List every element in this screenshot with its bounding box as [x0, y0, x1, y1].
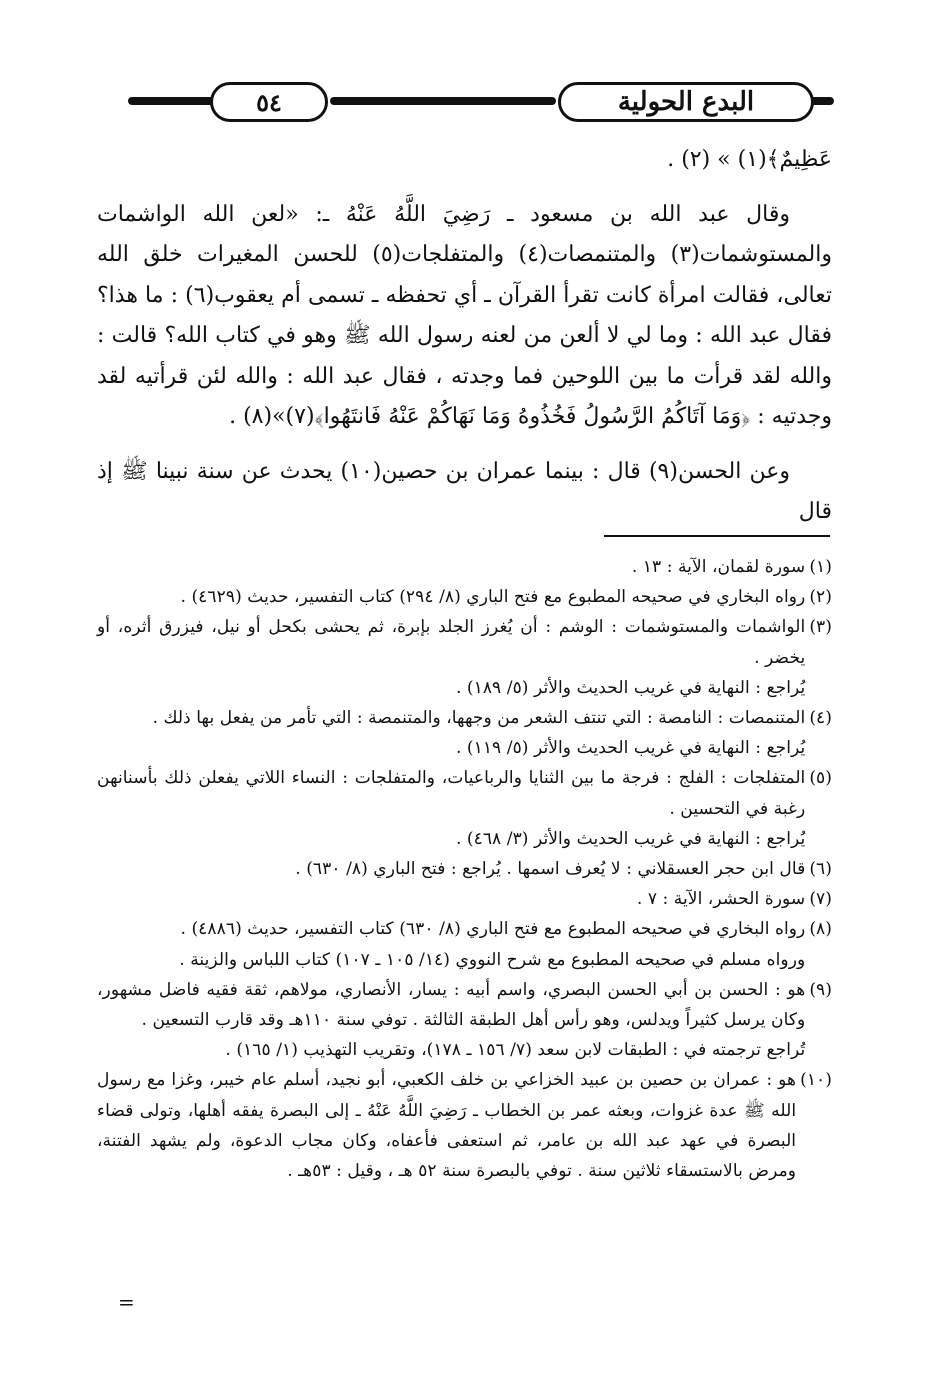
continuation-mark: =	[118, 1290, 135, 1314]
footnote-reference: يُراجع : النهاية في غريب الحديث والأثر (٣/ ٤٦٨) .	[455, 828, 806, 849]
footnote-5	[97, 763, 832, 854]
paragraph-1: عَظِيمٌ﴾(١) » (٢) .	[667, 147, 832, 172]
footnote-text: رواه البخاري في صحيحه المطبوع مع فتح الباري (٨/ ٢٩٤) كتاب التفسير، حديث (٤٦٢٩) .	[180, 587, 806, 608]
footnote-number: (٣)	[809, 617, 832, 638]
footnote-text: الواشمات والمستوشمات : الوشم : أن يُغرز الجلد بإبرة، ثم يحشى بكحل أو نيل، فيزرق أثره، أو يخضر .	[97, 617, 806, 668]
footnote-number: (٨)	[809, 919, 832, 940]
footnote-number: (٢)	[809, 587, 832, 608]
footnote-reference: يُراجع : النهاية في غريب الحديث والأثر (٥/ ١٨٩) .	[455, 677, 806, 698]
footnote-separator	[604, 535, 830, 537]
footnote-number: (١٠)	[800, 1070, 832, 1091]
footnote-3	[97, 612, 832, 703]
footnote-text: هو : الحسن بن أبي الحسن البصري، واسم أبيه : يسار، الأنصاري، مولاهم، ثقة فقيه فاضل مشهور، وكان يرسل كثيراً ويدلس، وهو رأس أهل الطبقة الثالثة . توفي سنة ١١٠هـ وقد قارب التسعين .	[97, 979, 806, 1031]
paragraph-3: وعن الحسن(٩) قال : بينما عمران بن حصين(١٠) يحدث عن سنة نبينا ﷺ إذ قال	[97, 458, 832, 524]
paragraph-2: وقال عبد الله بن مسعود ـ رَضِيَ اللَّهُ عَنْهُ ـ: «لعن الله الواشمات والمستوشمات(٣) والمتنمصات(٤) والمتفلجات(٥) للحسن المغيرات خلق الله تعالى، فقالت امرأة كانت تقرأ القرآن ـ أي تحفظه ـ تسمى أم يعقوب(٦) : ما هذا؟ فقال عبد الله : وما لي لا ألعن من لعنه رسول الله ﷺ وهو في كتاب الله؟ قالت : والله لقد قرأت ما بين اللوحين فما وجدته ، فقال عبد الله : والله لئن قرأتيه لقد وجدتيه : ﴿وَمَا آتَاكُمُ الرَّسُولُ فَخُذُوهُ وَمَا نَهَاكُمْ عَنْهُ فَانتَهُوا﴾(٧)»(٨) .	[97, 201, 833, 429]
page-number: ٥٤	[210, 82, 328, 122]
footnote-number: (٩)	[809, 979, 832, 1000]
footnote-reference: يُراجع : النهاية في غريب الحديث والأثر (٥/ ١١٩) .	[455, 738, 806, 759]
main-text	[97, 140, 832, 533]
footnote-text: سورة الحشر، الآية : ٧ .	[636, 889, 806, 910]
footnote-text: رواه البخاري في صحيحه المطبوع مع فتح الباري (٨/ ٦٣٠) كتاب التفسير، حديث (٤٨٨٦) .	[180, 919, 806, 940]
footnote-reference: ورواه مسلم في صحيحه المطبوع مع شرح النووي (١٤/ ١٠٥ ـ ١٠٧) كتاب اللباس والزينة .	[179, 949, 806, 970]
footnote-text: قال ابن حجر العسقلاني : لا يُعرف اسمها . يُراجع : فتح الباري (٨/ ٦٣٠) .	[295, 859, 806, 880]
footnote-10	[97, 1065, 832, 1186]
footnote-6	[97, 854, 832, 884]
footnote-number: (٤)	[809, 708, 832, 729]
footnote-9	[97, 975, 832, 1066]
footnote-1	[97, 552, 832, 582]
page-header	[98, 76, 830, 126]
footnote-number: (٦)	[809, 859, 832, 880]
header-rule-left	[128, 97, 223, 105]
footnote-text: هو : عمران بن حصين بن عبيد الخزاعي بن خلف الكعبي، أبو نجيد، أسلم عام خيبر، وغزا مع رسول الله ﷺ عدة غزوات، وبعثه عمر بن الخطاب ـ رَضِيَ اللَّهُ عَنْهُ ـ إلى البصرة يفقه أهلها، وتولى قضاء البصرة في عهد عبد الله بن عامر، ثم استعفى فأعفاه، وكان مجاب الدعوة، ولم يشهد الفتنة، ومرض بالاستسقاء ثلاثين سنة . توفي بالبصرة سنة ٥٢ هـ ، وقيل : ٥٣هـ .	[97, 1070, 797, 1182]
footnotes	[97, 552, 832, 1186]
footnote-text: سورة لقمان، الآية : ١٣ .	[631, 557, 806, 577]
footnote-reference: تُراجع ترجمته في : الطبقات لابن سعد (٧/ ١٥٦ ـ ١٧٨)، وتقريب التهذيب (١/ ١٦٥) .	[225, 1040, 806, 1061]
footnote-number: (٥)	[809, 768, 832, 789]
book-title: البدع الحولية	[558, 82, 814, 122]
footnote-8	[97, 914, 832, 974]
footnote-2	[97, 582, 832, 612]
footnote-text: المتنمصات : النامصة : التي تنتف الشعر من وجهها، والمتنمصة : التي تأمر من يفعل بها ذلك .	[152, 708, 806, 729]
footnote-4	[97, 703, 832, 763]
header-rule-middle	[330, 97, 556, 105]
footnote-number: (٧)	[809, 889, 832, 910]
footnote-7	[97, 884, 832, 914]
footnote-text: المتفلجات : الفلج : فرجة ما بين الثنايا والرباعيات، والمتفلجات : النساء اللاتي يفعلن ذلك بأسنانهن رغبة في التحسين .	[97, 768, 806, 819]
footnote-number: (١)	[809, 557, 832, 577]
